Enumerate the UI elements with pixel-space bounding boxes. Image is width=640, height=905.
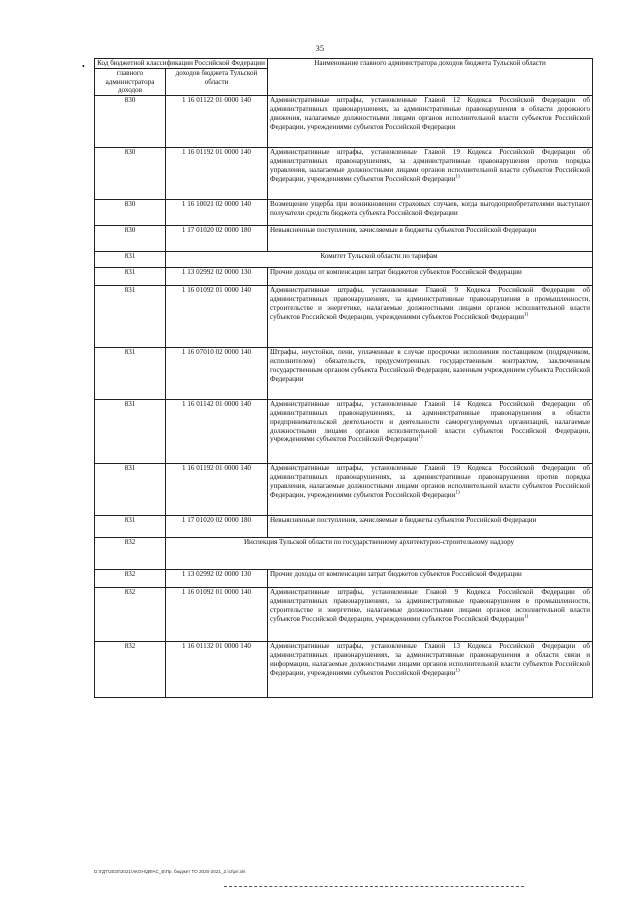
description-text: Административные штрафы, установленные Главой 13 Кодекса Российской Федерации об административных правонарушениях, за административные правонарушения в области связи и информации, налагаемые должностными лицами органов исполнительной власти субъектов Российской Федерации, учреждениями субъектов Российской Федерации (270, 642, 591, 677)
income-code-cell: 1 16 01122 01 0000 140 (166, 96, 268, 148)
income-code-cell: 1 16 01132 01 0000 140 (166, 642, 268, 698)
table-row (95, 268, 593, 286)
description-cell (268, 516, 593, 538)
admin-code-cell: 832 (95, 570, 166, 588)
admin-code-cell: 831 (95, 464, 166, 516)
footer-dashed-line (224, 886, 524, 887)
income-code-cell: 1 13 02992 02 0000 130 (166, 570, 268, 588)
income-code-cell: 1 17 01020 02 0000 180 (166, 516, 268, 538)
table-row (95, 400, 593, 464)
income-code-cell: 1 16 01192 01 0000 140 (166, 148, 268, 200)
margin-mark: • (82, 62, 85, 71)
description-text: Административные штрафы, установленные Главой 9 Кодекса Российской Федерации об административных правонарушениях, за административные правонарушения в промышленности, строительстве и энергетике, налагаемые должностными лицами органов исполнительной власти субъектов Российской Федерации, учреждениями субъектов Российской Федерации (270, 286, 591, 321)
description-cell (268, 642, 593, 698)
admin-code-cell: 831 (95, 400, 166, 464)
table-row (95, 148, 593, 200)
admin-code-cell: 831 (95, 252, 166, 268)
admin-code-cell: 831 (95, 516, 166, 538)
description-cell (268, 200, 593, 226)
admin-code-cell: 830 (95, 148, 166, 200)
table-row (95, 96, 593, 148)
section-row (95, 538, 593, 570)
description-text: Невыясненные поступления, зачисляемые в бюджеты субъектов Российской Федерации (270, 516, 537, 525)
admin-code-cell: 831 (95, 348, 166, 400)
income-code-cell: 1 16 07010 02 0000 140 (166, 348, 268, 400)
admin-code-cell: 831 (95, 268, 166, 286)
description-cell (268, 148, 593, 200)
description-cell (268, 588, 593, 642)
table-row (95, 642, 593, 698)
admin-code-cell: 832 (95, 538, 166, 570)
table-row (95, 464, 593, 516)
page-number: 35 (315, 44, 325, 53)
income-code-cell: 1 16 10021 02 0000 140 (166, 200, 268, 226)
description-text: Невыясненные поступления, зачисляемые в бюджеты субъектов Российской Федерации (270, 226, 537, 235)
admin-code-cell: 832 (95, 588, 166, 642)
admin-code-cell: 830 (95, 96, 166, 148)
table-row (95, 588, 593, 642)
income-code-cell: 1 16 01092 01 0000 140 (166, 286, 268, 348)
footnote-mark: 1) (418, 435, 423, 441)
admin-code-cell: 831 (95, 286, 166, 348)
header-code-group: Код бюджетной классификации Российской Федерации (95, 59, 268, 69)
section-row (95, 252, 593, 268)
income-code-cell: 1 16 01092 01 0000 140 (166, 588, 268, 642)
description-text: Административные штрафы, установленные Главой 19 Кодекса Российской Федерации об административных правонарушениях, за административные правонарушения против порядка управления, налагаемые должностными лицами органов исполнительной власти субъектов Российской Федерации, учреждениями субъектов Российской Федерации (270, 464, 591, 499)
description-cell (268, 570, 593, 588)
description-text: Административные штрафы, установленные Главой 12 Кодекса Российской Федерации об административных правонарушениях, за административные правонарушения в области дорожного движения, налагаемые должностными лицами органов исполнительной власти субъектов Российской Федерации, учреждениями субъектов Российской Федерации (270, 96, 591, 131)
description-text: Прочие доходы от компенсации затрат бюджетов субъектов Российской Федерации (270, 268, 522, 277)
file-path-footer: D:\ГДТ\2020\2021\АКОН\ДФАС_Б\Пр. бюджет ТО 2020-2021_2.\ct\pri.xls (94, 869, 246, 874)
description-text: Возмещение ущерба при возникновении страховых случаев, когда выгодоприобретателями выступают получатели средств бюджета субъекта Российской Федерации (270, 200, 591, 217)
description-text: Штрафы, неустойки, пени, уплаченные в случае просрочки исполнения поставщиком (подрядчиком, исполнителем) обязательств, предусмотренных государственным контрактом, заключенным государственным органом субъекта Российской Федерации, казенным учреждением субъекта Российской Федерации (270, 348, 591, 383)
table-row (95, 516, 593, 538)
description-cell (268, 286, 593, 348)
table-row (95, 286, 593, 348)
budget-classification-table (94, 58, 593, 698)
description-cell (268, 348, 593, 400)
footnote-mark: 1) (455, 668, 460, 674)
section-title-cell: Комитет Тульской области по тарифам (166, 252, 593, 268)
table-body (95, 96, 593, 698)
description-text: Прочие доходы от компенсации затрат бюджетов субъектов Российской Федерации (270, 570, 522, 579)
description-cell (268, 268, 593, 286)
table-header-row (95, 59, 593, 69)
footnote-mark: 1) (455, 174, 460, 180)
admin-code-cell: 830 (95, 200, 166, 226)
footnote-mark: 1) (455, 490, 460, 496)
description-cell (268, 96, 593, 148)
income-code-cell: 1 16 01192 01 0000 140 (166, 464, 268, 516)
footnote-mark: 1) (524, 614, 529, 620)
header-income-column: доходов бюджета Тульской области (166, 68, 268, 95)
table-row (95, 570, 593, 588)
table-row (95, 200, 593, 226)
admin-code-cell: 830 (95, 226, 166, 252)
admin-code-cell: 832 (95, 642, 166, 698)
income-code-cell: 1 17 01020 02 0000 180 (166, 226, 268, 252)
income-code-cell: 1 13 02992 02 0000 130 (166, 268, 268, 286)
section-title-cell: Инспекция Тульской области по государственному архитектурно-строительному надзору (166, 538, 593, 570)
description-cell (268, 464, 593, 516)
table-row (95, 226, 593, 252)
description-text: Административные штрафы, установленные Главой 14 Кодекса Российской Федерации об административных правонарушениях, за административные правонарушения в области предпринимательской деятельности и деятельности саморегулируемых организаций, налагаемые должностными лицами органов исполнительной власти субъектов Российской Федерации, учреждениями субъектов Российской Федерации (270, 400, 591, 444)
description-text: Административные штрафы, установленные Главой 9 Кодекса Российской Федерации об административных правонарушениях, за административные правонарушения в промышленности, строительстве и энергетике, налагаемые должностными лицами органов исполнительной власти субъектов Российской Федерации, учреждениями субъектов Российской Федерации (270, 588, 591, 623)
description-cell (268, 400, 593, 464)
header-name-column: Наименование главного администратора доходов бюджета Тульской области (268, 59, 593, 96)
income-code-cell: 1 16 01142 01 0000 140 (166, 400, 268, 464)
footnote-mark: 1) (524, 312, 529, 318)
header-admin-column: главного администратора доходов (95, 68, 166, 95)
table-row (95, 348, 593, 400)
description-text: Административные штрафы, установленные Главой 19 Кодекса Российской Федерации об административных правонарушениях, за административные правонарушения против порядка управления, налагаемые должностными лицами органов исполнительной власти субъектов Российской Федерации, учреждениями субъектов Российской Федерации (270, 148, 591, 183)
description-cell (268, 226, 593, 252)
